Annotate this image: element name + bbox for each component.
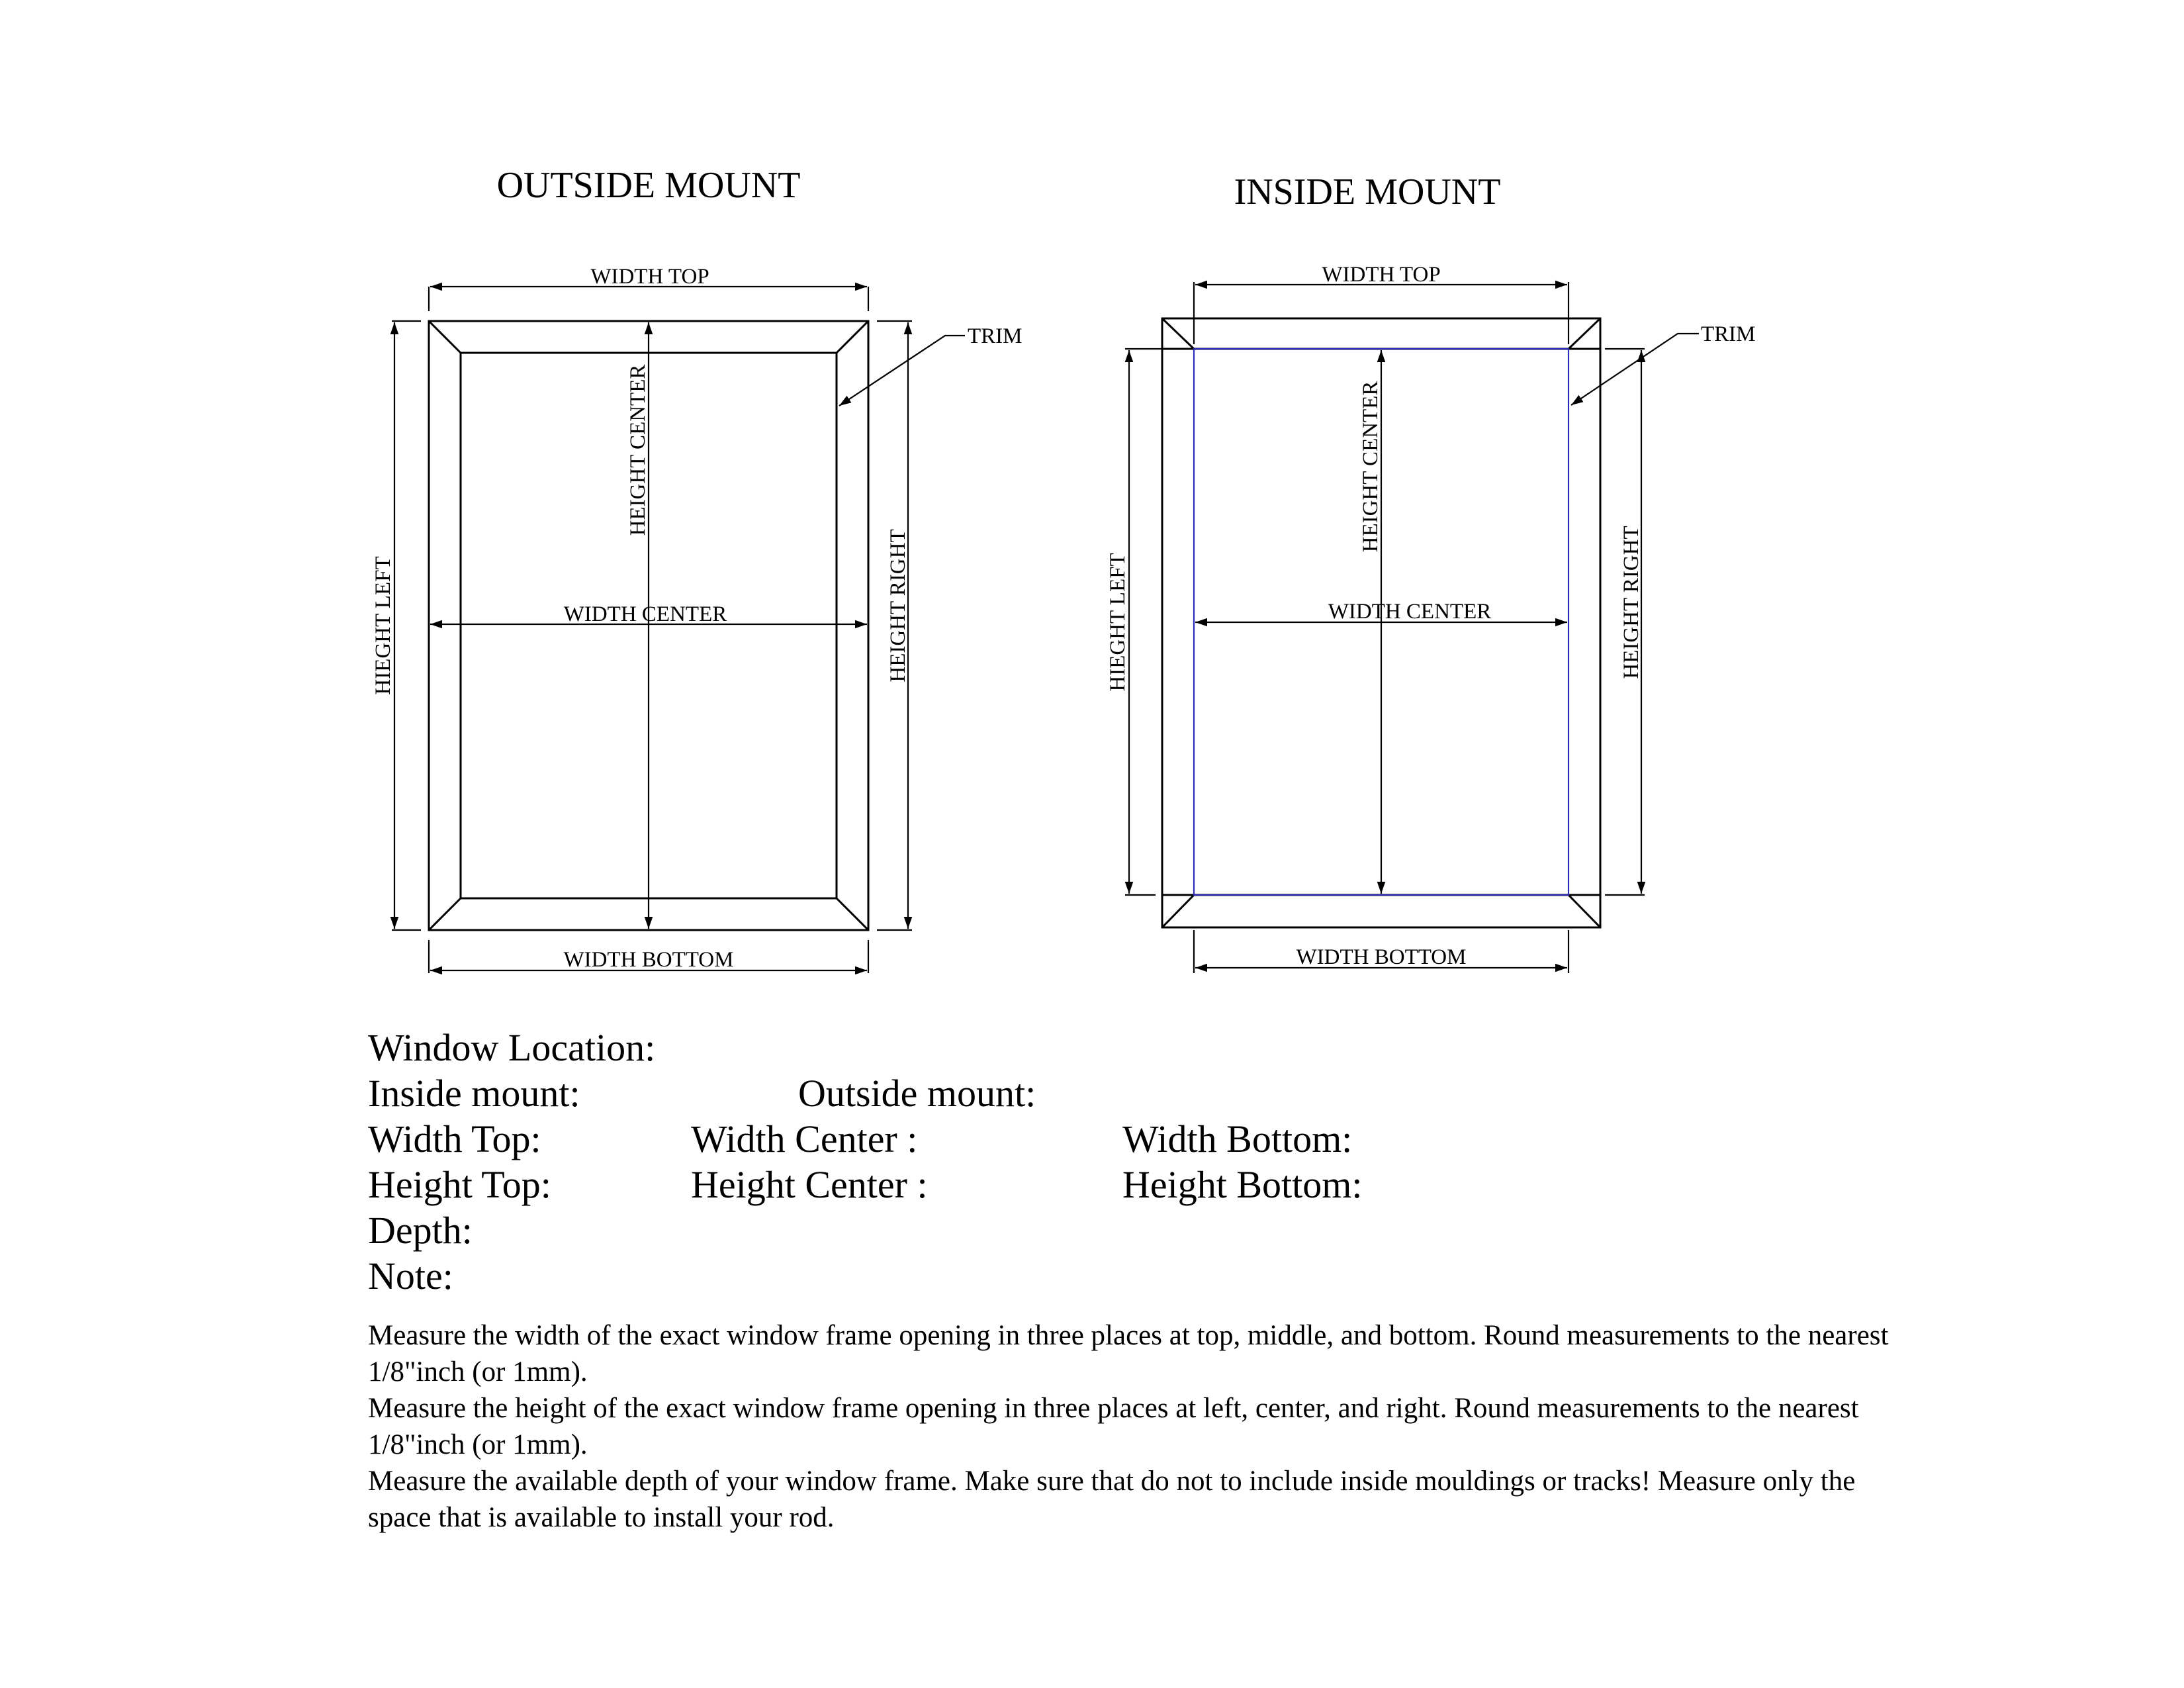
instruction-depth: Measure the available depth of your window frame. Make sure that do not to include inside mouldings or tracks! Measure only the space that is available to install your rod. (368, 1466, 1856, 1533)
height-top-label: Height Top: (368, 1163, 551, 1206)
inside-height-center-label: HEIGHT CENTER (1359, 381, 1383, 553)
inside-mount-label: Inside mount: (368, 1072, 580, 1115)
form-row-note (368, 1253, 2023, 1299)
measurement-instructions (368, 1317, 1903, 1536)
inside-width-center-label: WIDTH CENTER (1328, 600, 1492, 624)
outside-trim-leader (839, 336, 965, 406)
height-center-label: Height Center : (691, 1163, 928, 1206)
depth-label: Depth: (368, 1209, 473, 1252)
inside-mount-diagram (1106, 171, 1756, 973)
outside-height-right-label: HEIGHT RIGHT (886, 529, 910, 682)
note-label: Note: (368, 1254, 453, 1297)
inside-mount-title: INSIDE MOUNT (1234, 171, 1501, 212)
inside-height-right-label: HEIGHT RIGHT (1619, 526, 1643, 679)
inside-height-left-label: HIEGHT LEFT (1106, 553, 1130, 692)
outside-trim-label: TRIM (968, 324, 1023, 348)
inside-width-bottom-label: WIDTH BOTTOM (1296, 945, 1467, 969)
outside-mount-label: Outside mount: (798, 1072, 1036, 1115)
height-bottom-label: Height Bottom: (1122, 1163, 1363, 1206)
outside-width-bottom-label: WIDTH BOTTOM (563, 948, 734, 972)
measurement-form (368, 1025, 2023, 1299)
inside-trim-label: TRIM (1701, 322, 1756, 346)
width-bottom-label: Width Bottom: (1122, 1117, 1353, 1160)
form-row-widths (368, 1116, 2023, 1162)
inside-width-top-label: WIDTH TOP (1322, 263, 1441, 287)
outside-height-left-label: HIEGHT LEFT (371, 556, 395, 695)
outside-width-center-label: WIDTH CENTER (563, 602, 727, 626)
outside-height-center-label: HEIGHT CENTER (626, 364, 650, 536)
outside-mount-diagram (371, 165, 1023, 973)
outside-width-top-label: WIDTH TOP (590, 265, 709, 289)
window-location-label: Window Location: (368, 1026, 656, 1069)
width-top-label: Width Top: (368, 1117, 541, 1160)
form-row-depth (368, 1207, 2023, 1253)
form-row-location (368, 1025, 2023, 1070)
outside-mount-title: OUTSIDE MOUNT (496, 165, 801, 206)
width-center-label: Width Center : (691, 1117, 918, 1160)
instruction-height: Measure the height of the exact window frame opening in three places at left, center, and right. Round measurements to the nearest 1/8"inch (or 1mm). (368, 1393, 1859, 1460)
form-row-mount (368, 1070, 2023, 1116)
inside-trim-leader (1571, 334, 1699, 405)
form-row-heights (368, 1162, 2023, 1207)
instruction-width: Measure the width of the exact window frame opening in three places at top, middle, and bottom. Round measurements to the nearest 1/8"inch (or 1mm). (368, 1320, 1889, 1387)
